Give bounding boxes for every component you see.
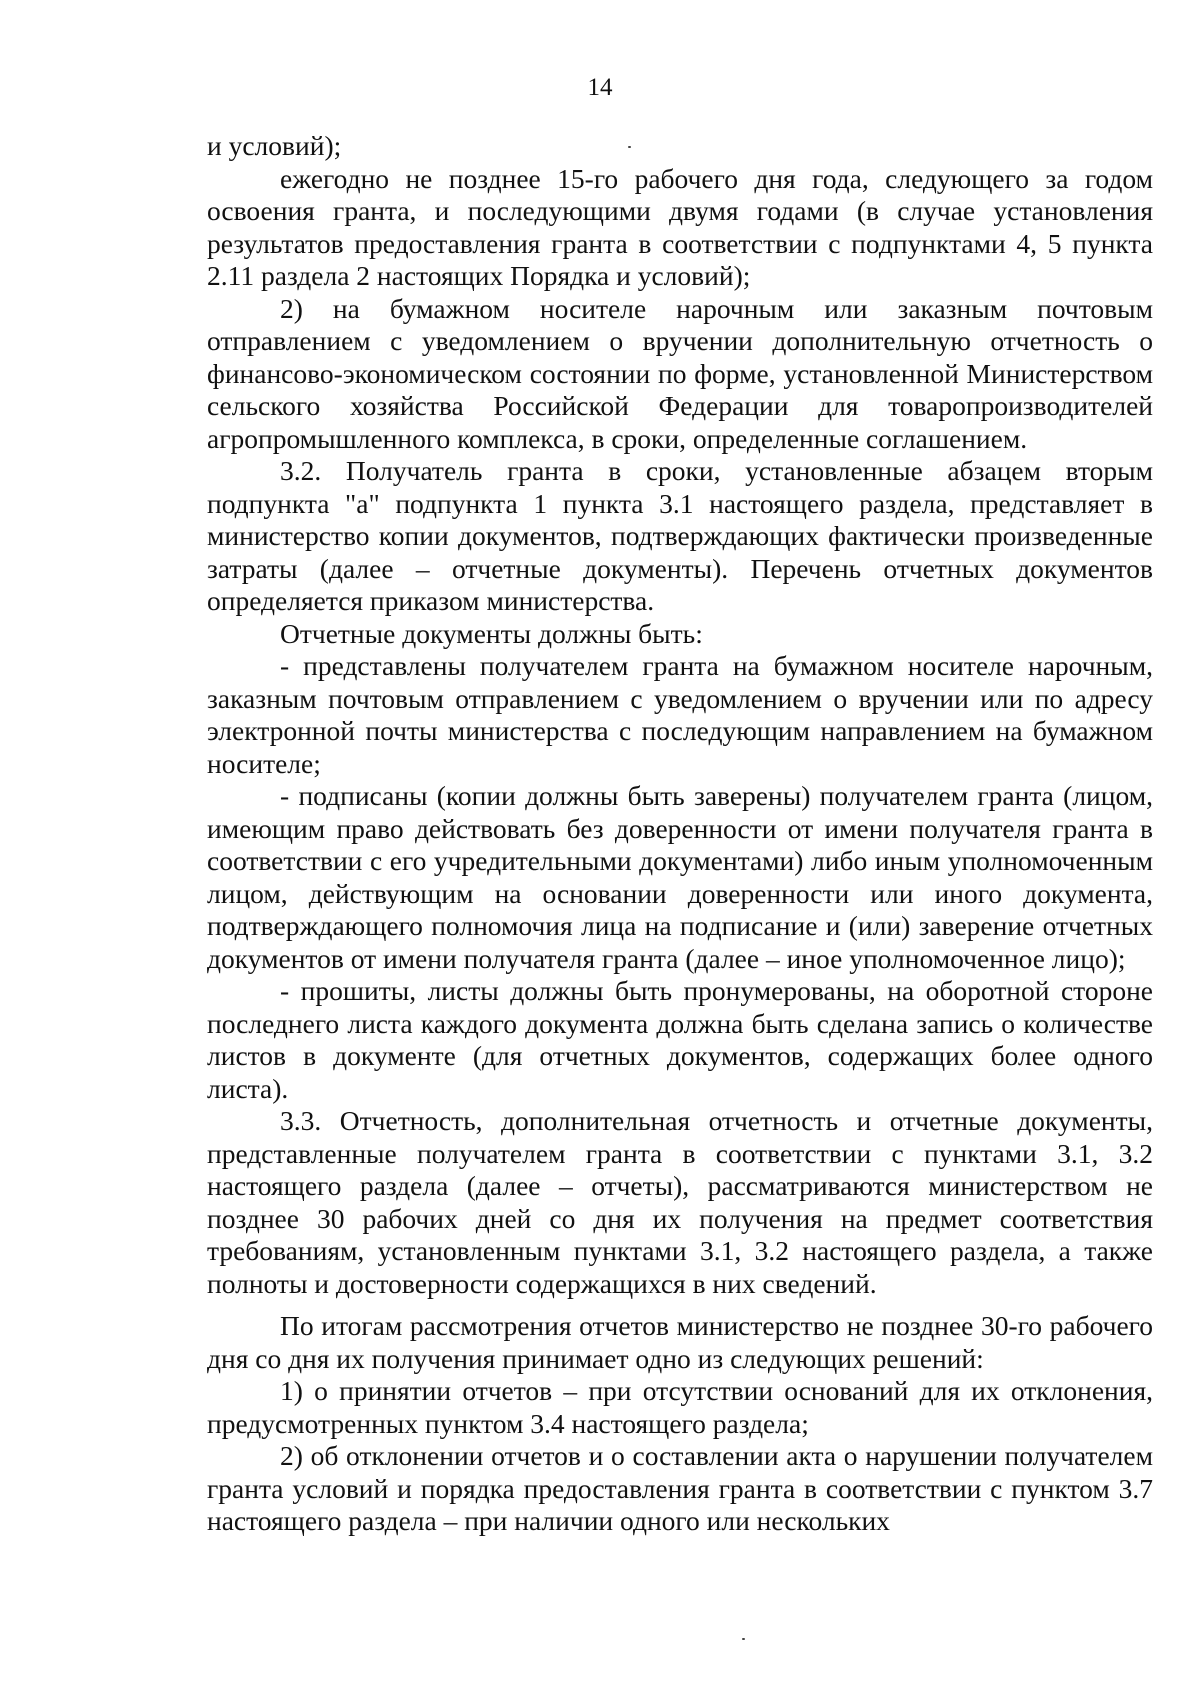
paragraph-documents-requirements: Отчетные документы должны быть: (280, 617, 703, 649)
paragraph-section-3-3: 3.3. Отчетность, дополнительная отчетность и отчетные документы, представленные получателем гранта в соответствии с пунктами 3.1, 3.2 настоящего раздела (далее – отчеты), рассматриваются министерством не позднее 30 рабочих дней со дня их получения на предмет соответствия требованиям, установленным пунктами 3.1, 3.2 настоящего раздела, а также полноты и достоверности содержащихся в них сведений. (207, 1105, 1153, 1299)
paragraph-continuation: и условий); (207, 130, 342, 161)
list-item-signed: - подписаны (копии должны быть заверены) получателем гранта (лицом, имеющим право действовать без доверенности от имени получателя гранта в соответствии с его учредительными документами) либо иным уполномоченным лицом, действующим на основании доверенности или иного документа, подтверждающего полномочия лица на подписание и (или) заверение отчетных документов от имени получателя гранта (далее – иное уполномоченное лицо); (207, 780, 1153, 974)
paragraph-review-results: По итогам рассмотрения отчетов министерство не позднее 30-го рабочего дня со дня их получения принимает одно из следующих решений: (207, 1310, 1153, 1374)
list-item-decision-accept: 1) о принятии отчетов – при отсутствии оснований для их отклонения, предусмотренных пунктом 3.4 настоящего раздела; (207, 1375, 1153, 1439)
paragraph-annual-report: ежегодно не позднее 15-го рабочего дня года, следующего за годом освоения гранта, и последующими двумя годами (в случае установления результатов предоставления гранта в соответствии с подпунктами 4, 5 пункта 2.11 раздела 2 настоящих Порядка и условий); (207, 162, 1153, 291)
page-number: 14 (587, 74, 613, 101)
document-body (207, 130, 1153, 1538)
list-item-decision-reject: 2) об отклонении отчетов и о составлении акта о нарушении получателем гранта условий и порядка предоставления гранта в соответствии с пунктом 3.7 настоящего раздела – при наличии одного или нескольких (207, 1440, 1153, 1536)
scan-speck (742, 1638, 745, 1640)
scan-speck (628, 146, 631, 148)
list-item-stitched: - прошиты, листы должны быть пронумерованы, на оборотной стороне последнего листа каждого документа должна быть сделана запись о количестве листов в документе (для отчетных документов, содержащих более одного листа). (207, 975, 1153, 1104)
paragraph-paper-reporting: 2) на бумажном носителе нарочным или заказным почтовым отправлением с уведомлением о вручении дополнительную отчетность о финансово-экономическом состоянии по форме, установленной Министерством сельского хозяйства Российской Федерации для товаропроизводителей агропромышленного комплекса, в сроки, определенные соглашением. (207, 292, 1153, 454)
list-item-submitted: - представлены получателем гранта на бумажном носителе нарочным, заказным почтовым отправлением с уведомлением о вручении или по адресу электронной почты министерства с последующим направлением на бумажном носителе; (207, 650, 1153, 779)
paragraph-section-3-2: 3.2. Получатель гранта в сроки, установленные абзацем вторым подпункта "а" подпункта 1 пункта 3.1 настоящего раздела, представляет в министерство копии документов, подтверждающих фактически произведенные затраты (далее – отчетные документы). Перечень отчетных документов определяется приказом министерства. (207, 455, 1153, 616)
